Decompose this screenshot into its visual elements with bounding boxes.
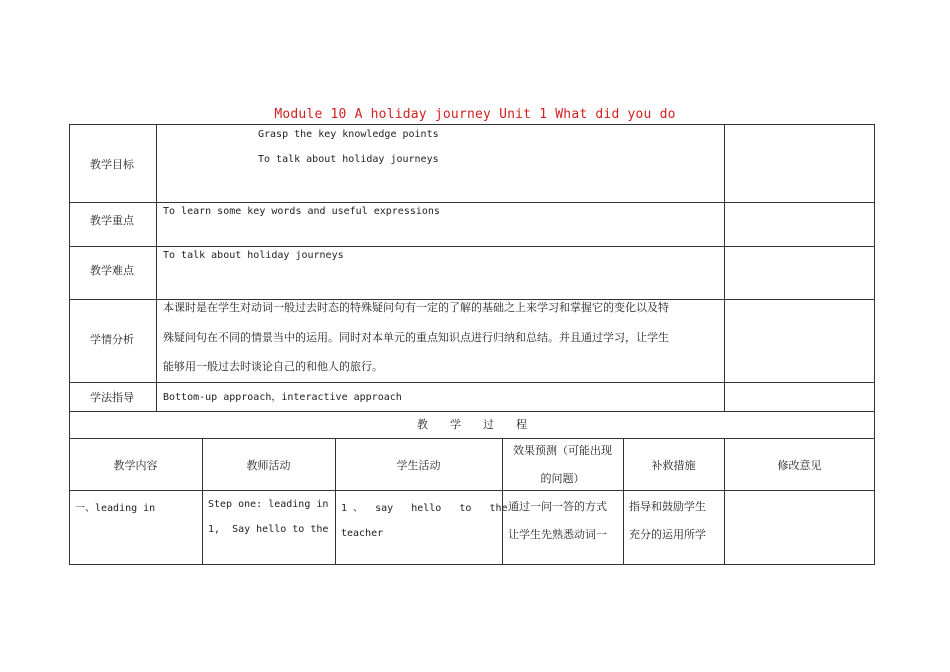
key-points-label: 教学重点 — [90, 214, 134, 227]
analysis-label: 学情分析 — [90, 333, 134, 346]
analysis-line: 本课时是在学生对动词一般过去时态的特殊疑问句有一定的了解的基础之上来学习和掌握它的变化以及特 — [163, 301, 669, 314]
row-divider — [69, 411, 875, 412]
teacher-cell: Step one: leading in — [208, 499, 329, 510]
column-divider — [724, 124, 725, 411]
difficulties-label: 教学难点 — [90, 264, 134, 277]
row-divider — [69, 246, 875, 247]
document-title: Module 10 A holiday journey Unit 1 What did you do — [274, 107, 676, 122]
student-cell: 1 、 say hello to the — [341, 503, 508, 514]
row-divider — [69, 382, 875, 383]
header-revision: 修改意见 — [777, 459, 822, 472]
row-divider — [69, 202, 875, 203]
process-heading: 教 学 过 程 — [417, 418, 527, 431]
header-effect: 的问题） — [540, 472, 585, 485]
effect-cell: 通过一问一答的方式 — [508, 500, 607, 513]
row-divider — [69, 490, 875, 491]
header-effect: 效果预测（可能出现 — [513, 444, 612, 457]
remedy-cell: 充分的运用所学 — [629, 528, 706, 541]
objectives-label: 教学目标 — [90, 158, 134, 171]
objectives-line: Grasp the key knowledge points — [258, 129, 439, 140]
header-student: 学生活动 — [396, 459, 441, 472]
remedy-cell: 指导和鼓励学生 — [629, 500, 706, 513]
method-text: Bottom-up approach，interactive approach — [163, 392, 402, 403]
header-content: 教学内容 — [113, 459, 158, 472]
effect-cell: 让学生先熟悉动词一 — [508, 528, 607, 541]
objectives-line: To talk about holiday journeys — [258, 154, 439, 165]
row-divider — [69, 438, 875, 439]
analysis-line: 能够用一般过去时谈论自己的和他人的旅行。 — [163, 360, 383, 373]
teacher-cell: 1, Say hello to the — [208, 524, 329, 535]
difficulties-text: To talk about holiday journeys — [163, 250, 344, 261]
method-label: 学法指导 — [90, 391, 134, 404]
content-cell: 一、leading in — [75, 503, 156, 514]
header-teacher: 教师活动 — [246, 459, 291, 472]
column-divider — [156, 124, 157, 411]
header-remedy: 补救措施 — [651, 459, 696, 472]
key-points-text: To learn some key words and useful expressions — [163, 206, 440, 217]
student-cell: teacher — [341, 528, 384, 539]
analysis-line: 殊疑问句在不同的情景当中的运用。同时对本单元的重点知识点进行归纳和总结。并且通过学习，让学生 — [163, 331, 669, 344]
